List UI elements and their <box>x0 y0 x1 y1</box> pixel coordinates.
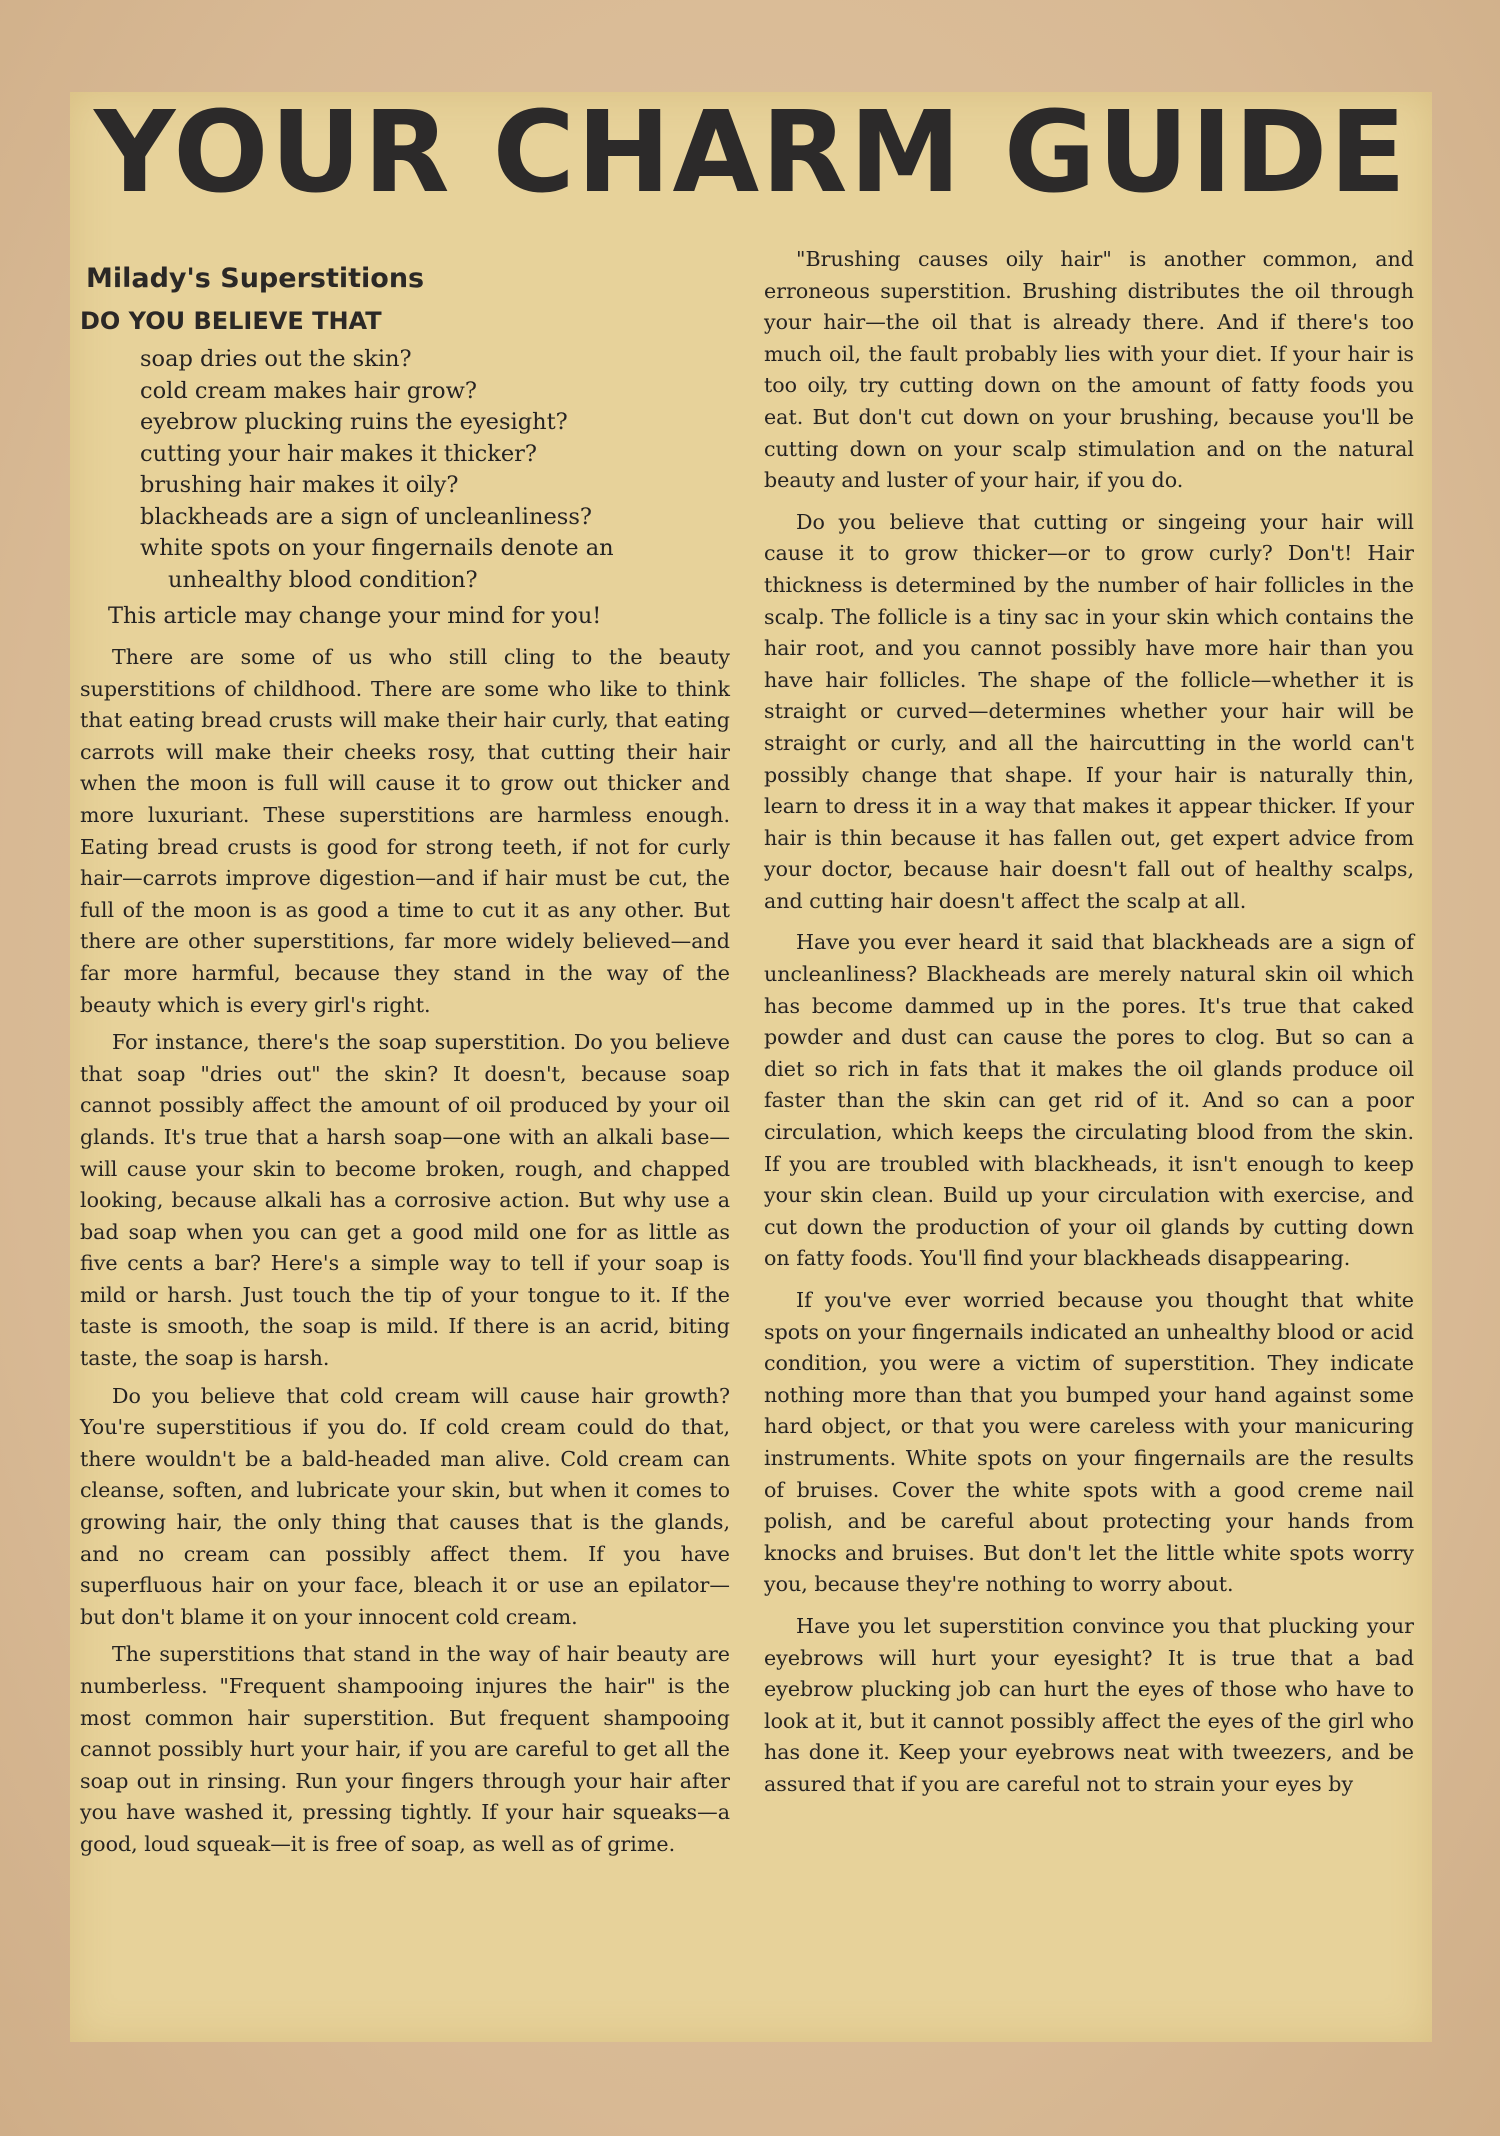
article-paragraph: If you've ever worried because you thought that white spots on your fingernails indicated an unhealthy blood or acid condition, you were a victim of superstition. They indicate nothing more than that you bumped your hand against some hard object, or that you were careless with your manicuring instruments. White spots on your fingernails are the results of bruises. Cover the white spots with a good creme nail polish, and be careful about protecting your hands from knocks and bruises. But don't let the little white spots worry you, because they're nothing to worry about. <box>764 1288 1414 1597</box>
intro-line: This article may change your mind for you! <box>108 603 602 629</box>
article-paragraph: The superstitions that stand in the way of hair beauty are numberless. "Frequent shampooing injures the hair" is the most common hair superstition. But frequent shampooing cannot possibly hurt your hair, if you are careful to get all the soap out in rinsing. Run your fingers through your hair after you have washed it, pressing tightly. If your hair squeaks—a good, loud squeak—it is free of soap, as well as of grime. <box>80 1642 730 1856</box>
section-heading: Milady's Superstitions <box>86 263 425 294</box>
left-column <box>80 260 730 1867</box>
question-item: eyebrow plucking ruins the eyesight? <box>140 409 568 435</box>
question-item: brushing hair makes it oily? <box>140 472 459 498</box>
article-paragraph: For instance, there's the soap superstition. Do you believe that soap "dries out" the skin? It doesn't, because soap cannot possibly affect the amount of oil produced by your oil glands. It's true that a harsh soap—one with an alkali base—will cause your skin to become broken, rough, and chapped looking, because alkali has a corrosive action. But why use a bad soap when you can get a good mild one for as little as five cents a bar? Here's a simple way to tell if your soap is mild or harsh. Just touch the tip of your tongue to it. If the taste is smooth, the soap is mild. If there is an acrid, biting taste, the soap is harsh. <box>80 1030 730 1371</box>
article-paragraph: Have you ever heard it said that blackheads are a sign of uncleanliness? Blackheads are merely natural skin oil which has become dammed up in the pores. It's true that caked powder and dust can cause the pores to clog. But so can a diet so rich in fats that it makes the oil glands produce oil faster than the skin can get rid of it. And so can a poor circulation, which keeps the circulating blood from the skin. If you are troubled with blackheads, it isn't enough to keep your skin clean. Build up your circulation with exercise, and cut down the production of your oil glands by cutting down on fatty foods. You'll find your blackheads disappearing. <box>764 930 1414 1271</box>
question-item: cold cream makes hair grow? <box>140 377 477 404</box>
subheading: DO YOU BELIEVE THAT <box>80 307 382 335</box>
right-column <box>764 244 1414 1811</box>
question-item: soap dries out the skin? <box>140 346 412 372</box>
question-item: cutting your hair makes it thicker? <box>140 440 537 467</box>
article-paragraph: Do you believe that cutting or singeing your hair will cause it to grow thicker—or to grow curly? Don't! Hair thickness is determined by the number of hair follicles in the scalp. The follicle is a tiny sac in your skin which contains the hair root, and you cannot possibly have more hair than you have hair follicles. The shape of the follicle—whether it is straight or curved—determines whether your hair will be straight or curly, and all the haircutting in the world can't possibly change that shape. If your hair is naturally thin, learn to dress it in a way that makes it appear thicker. If your hair is thin because it has fallen out, get expert advice from your doctor, because hair doesn't fall out of healthy scalps, and cutting hair doesn't affect the scalp at all. <box>764 509 1414 913</box>
question-list <box>140 344 730 596</box>
article-paragraph: Do you believe that cold cream will cause hair growth? You're superstitious if you do. If cold cream could do that, there wouldn't be a bald-headed man alive. Cold cream can cleanse, soften, and lubricate your skin, but when it comes to growing hair, the only thing that causes that is the glands, and no cream can possibly affect them. If you have superfluous hair on your face, bleach it or use an epilator—but don't blame it on your innocent cold cream. <box>80 1383 730 1629</box>
article-paragraph: There are some of us who still cling to the beauty superstitions of childhood. There are some who like to think that eating bread crusts will make their hair curly, that eating carrots will make their cheeks rosy, that cutting their hair when the moon is full will cause it to grow out thicker and more luxuriant. These superstitions are harmless enough. Eating bread crusts is good for strong teeth, if not for curly hair—carrots improve digestion—and if hair must be cut, the full of the moon is as good a time to cut it as any other. But there are other superstitions, far more widely believed—and far more harmful, because they stand in the way of the beauty which is every girl's right. <box>80 645 730 1017</box>
article-paragraph: Have you let superstition convince you that plucking your eyebrows will hurt your eyesight? It is true that a bad eyebrow plucking job can hurt the eyes of those who have to look at it, but it cannot possibly affect the eyes of the girl who has done it. Keep your eyebrows neat with tweezers, and be assured that if you are careful not to strain your eyes by <box>764 1613 1414 1796</box>
page-title: YOUR CHARM GUIDE <box>94 88 1408 218</box>
question-item: blackheads are a sign of uncleanliness? <box>140 503 592 530</box>
question-item: white spots on your fingernails denote an unhealthy blood condition? <box>140 535 614 593</box>
article-paragraph: "Brushing causes oily hair" is another common, and erroneous superstition. Brushing distributes the oil through your hair—the oil that is already there. And if there's too much oil, the fault probably lies with your diet. If your hair is too oily, try cutting down on the amount of fatty foods you eat. But don't cut down on your brushing, because you'll be cutting down on your scalp stimulation and on the natural beauty and luster of your hair, if you do. <box>764 247 1414 493</box>
